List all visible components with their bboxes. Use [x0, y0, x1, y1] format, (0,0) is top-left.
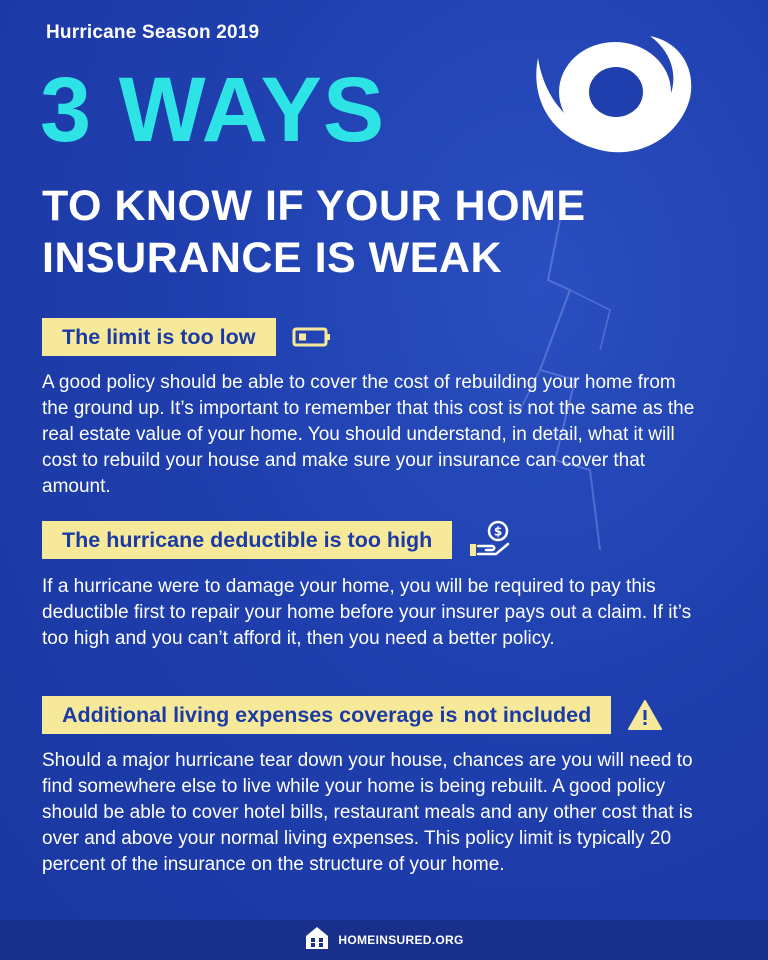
battery-low-icon: [292, 325, 332, 349]
warning-icon: [627, 699, 663, 731]
section-label: The hurricane deductible is too high: [42, 521, 452, 559]
section-label: The limit is too low: [42, 318, 276, 356]
hand-money-icon: [468, 520, 512, 560]
footer-brand[interactable]: HOMEINSURED.ORG: [338, 933, 464, 947]
season-label: Hurricane Season 2019: [46, 22, 260, 43]
subtitle: [42, 180, 692, 284]
house-logo-icon: [304, 925, 330, 956]
section-limit: [42, 318, 702, 500]
footer: [0, 920, 768, 960]
page-title: 3 WAYS: [40, 59, 386, 161]
section-label: Additional living expenses coverage is not included: [42, 696, 611, 734]
subtitle-line-1: TO KNOW IF YOUR HOME: [42, 182, 586, 230]
section-body: A good policy should be able to cover the cost of rebuilding your home from the ground up. It’s important to remember that this cost is not the same as the real estate value of your home. You should understand, in detail, what it will cost to rebuild your house and make sure your insurance can cover that amount.: [42, 372, 695, 497]
section-deductible: [42, 520, 702, 652]
section-body: If a hurricane were to damage your home, you will be required to pay this deductible first to repair your home before your insurer pays out a claim. If it’s too high and you can’t afford it, then you need a better policy.: [42, 576, 692, 649]
subtitle-line-2: INSURANCE IS WEAK: [42, 234, 503, 282]
section-body: Should a major hurricane tear down your house, chances are you will need to find somewhere else to live while your home is being rebuilt. A good policy should be able to cover hotel bills, restaurant meals and any other cost that is over and above your normal living expenses. This policy limit is typically 20 percent of the insurance on the structure of your home.: [42, 750, 693, 875]
hurricane-icon: [520, 28, 698, 158]
svg-text:$: $: [494, 524, 503, 539]
section-living-expenses: [42, 696, 702, 878]
